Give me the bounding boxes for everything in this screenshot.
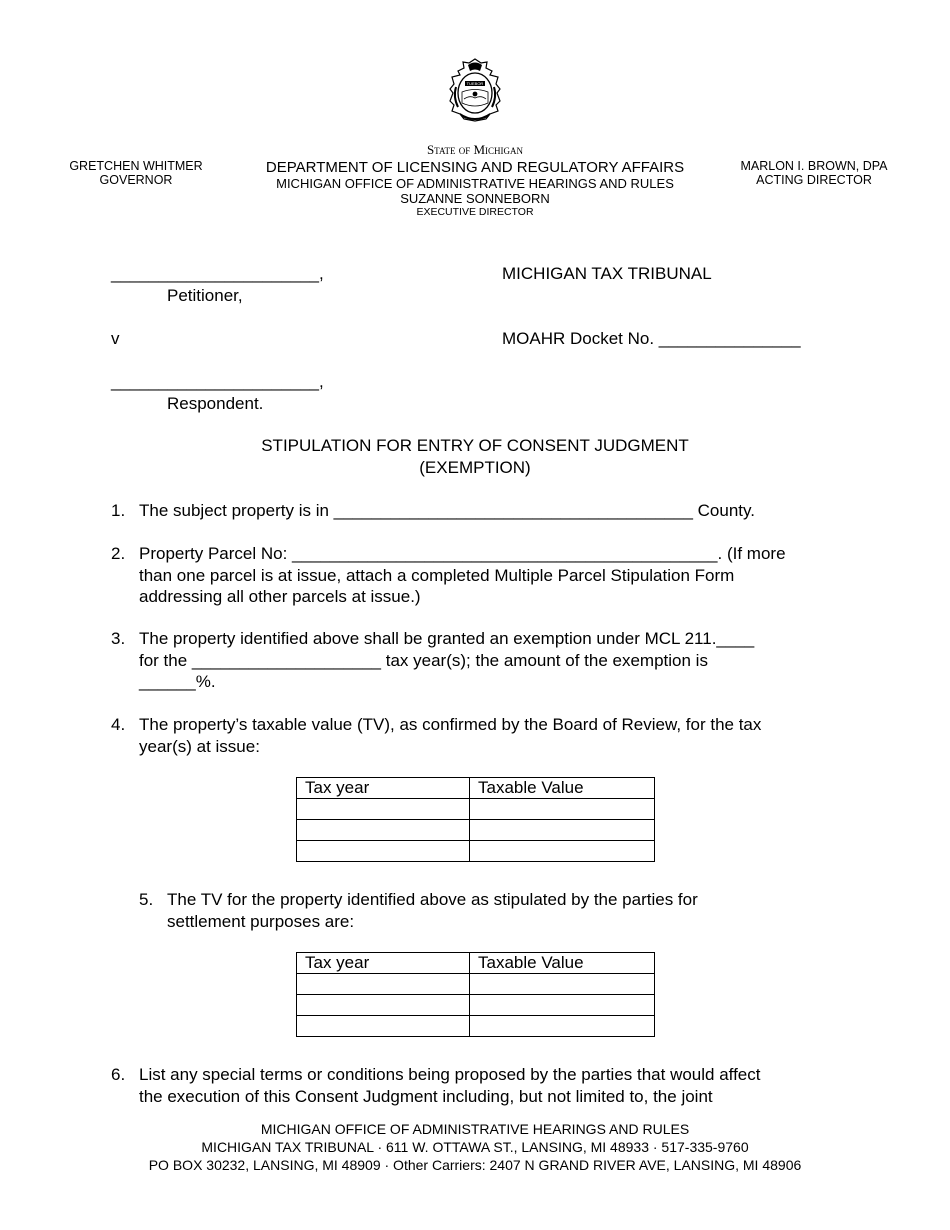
table-row — [297, 841, 655, 862]
director-title: ACTING DIRECTOR — [756, 173, 872, 187]
item-text: addressing all other parcels at issue.) — [139, 587, 421, 606]
governor-name: GRETCHEN WHITMER — [69, 159, 203, 173]
table-row — [297, 974, 655, 995]
footer-office: MICHIGAN OFFICE OF ADMINISTRATIVE HEARINGS AND RULES — [260, 1121, 690, 1137]
tax-year-cell[interactable] — [297, 1016, 470, 1037]
column-header-tax-year: Tax year — [297, 778, 470, 799]
item-text: settlement purposes are: — [167, 911, 355, 931]
tax-year-cell[interactable] — [297, 799, 470, 820]
michigan-seal-icon — [446, 57, 504, 123]
table-header-row — [297, 953, 655, 974]
executive-title: EXECUTIVE DIRECTOR — [416, 206, 534, 218]
governor-block — [60, 159, 212, 187]
exemption-percent-field[interactable]: ______%. — [139, 672, 216, 691]
office-name: MICHIGAN OFFICE OF ADMINISTRATIVE HEARINGS AND RULES — [276, 176, 674, 191]
county-field[interactable]: The subject property is in ______________________________________ County. — [139, 501, 755, 520]
versus-label: v — [111, 329, 120, 348]
stipulated-value-table — [296, 952, 655, 1037]
item-number: 2. — [111, 544, 126, 563]
item-text: The TV for the property identified above as stipulated by the parties for — [167, 890, 698, 909]
tax-year-cell[interactable] — [297, 841, 470, 862]
letterhead — [220, 142, 730, 218]
board-of-review-table — [296, 777, 655, 862]
taxable-value-cell[interactable] — [470, 841, 655, 862]
item-text: than one parcel is at issue, attach a completed Multiple Parcel Stipulation Form — [139, 565, 735, 585]
respondent-line: ______________________, — [111, 372, 324, 391]
footer-mailing: PO BOX 30232, LANSING, MI 48909 · Other Carriers: 2407 N GRAND RIVER AVE, LANSING, MI 48906 — [148, 1157, 802, 1173]
tribunal-name: MICHIGAN TAX TRIBUNAL — [502, 264, 712, 283]
table-row — [297, 995, 655, 1016]
tax-year-cell[interactable] — [297, 820, 470, 841]
mcl-section-field[interactable]: The property identified above shall be granted an exemption under MCL 211.____ — [139, 629, 755, 648]
table-row — [297, 1016, 655, 1037]
page-footer — [0, 1120, 950, 1174]
item-number: 4. — [111, 715, 126, 734]
state-name: State of Michigan — [426, 142, 524, 157]
director-name: MARLON I. BROWN, DPA — [740, 159, 888, 173]
svg-text:TUEBOR: TUEBOR — [466, 81, 484, 86]
taxable-value-cell[interactable] — [470, 974, 655, 995]
respondent-label: Respondent. — [167, 394, 264, 413]
item-number: 5. — [139, 890, 154, 909]
petitioner-label: Petitioner, — [167, 286, 243, 305]
table-row — [297, 799, 655, 820]
parcel-number-field[interactable]: Property Parcel No: _____________________________________________. (If more — [139, 544, 786, 563]
tax-year-cell[interactable] — [297, 995, 470, 1016]
table-header-row — [297, 778, 655, 799]
department-name: DEPARTMENT OF LICENSING AND REGULATORY AFFAIRS — [265, 159, 685, 176]
director-block — [728, 159, 900, 187]
governor-title: GOVERNOR — [99, 173, 173, 187]
item-number: 3. — [111, 629, 126, 648]
item-text: List any special terms or conditions being proposed by the parties that would affect — [139, 1065, 761, 1084]
document-title — [0, 435, 950, 478]
executive-name: SUZANNE SONNEBORN — [400, 191, 550, 206]
column-header-taxable-value: Taxable Value — [470, 953, 655, 974]
document-title-line1: STIPULATION FOR ENTRY OF CONSENT JUDGMENT — [261, 436, 689, 455]
table-row — [297, 820, 655, 841]
column-header-tax-year: Tax year — [297, 953, 470, 974]
footer-address: MICHIGAN TAX TRIBUNAL · 611 W. OTTAWA ST., LANSING, MI 48933 · 517-335-9760 — [201, 1139, 749, 1155]
taxable-value-cell[interactable] — [470, 995, 655, 1016]
taxable-value-cell[interactable] — [470, 799, 655, 820]
document-title-line2: (EXEMPTION) — [419, 457, 531, 477]
item-text: year(s) at issue: — [139, 736, 260, 756]
item-text: The property’s taxable value (TV), as confirmed by the Board of Review, for the tax — [139, 715, 762, 734]
item-number: 1. — [111, 501, 126, 520]
item-text: the execution of this Consent Judgment including, but not limited to, the joint — [139, 1086, 713, 1106]
tax-year-cell[interactable] — [297, 974, 470, 995]
column-header-taxable-value: Taxable Value — [470, 778, 655, 799]
taxable-value-cell[interactable] — [470, 820, 655, 841]
item-number: 6. — [111, 1065, 126, 1084]
docket-number-field[interactable]: MOAHR Docket No. _______________ — [502, 329, 801, 348]
petitioner-line: ______________________, — [111, 264, 324, 283]
taxable-value-cell[interactable] — [470, 1016, 655, 1037]
tax-years-field[interactable]: for the ____________________ tax year(s); the amount of the exemption is — [139, 650, 708, 670]
